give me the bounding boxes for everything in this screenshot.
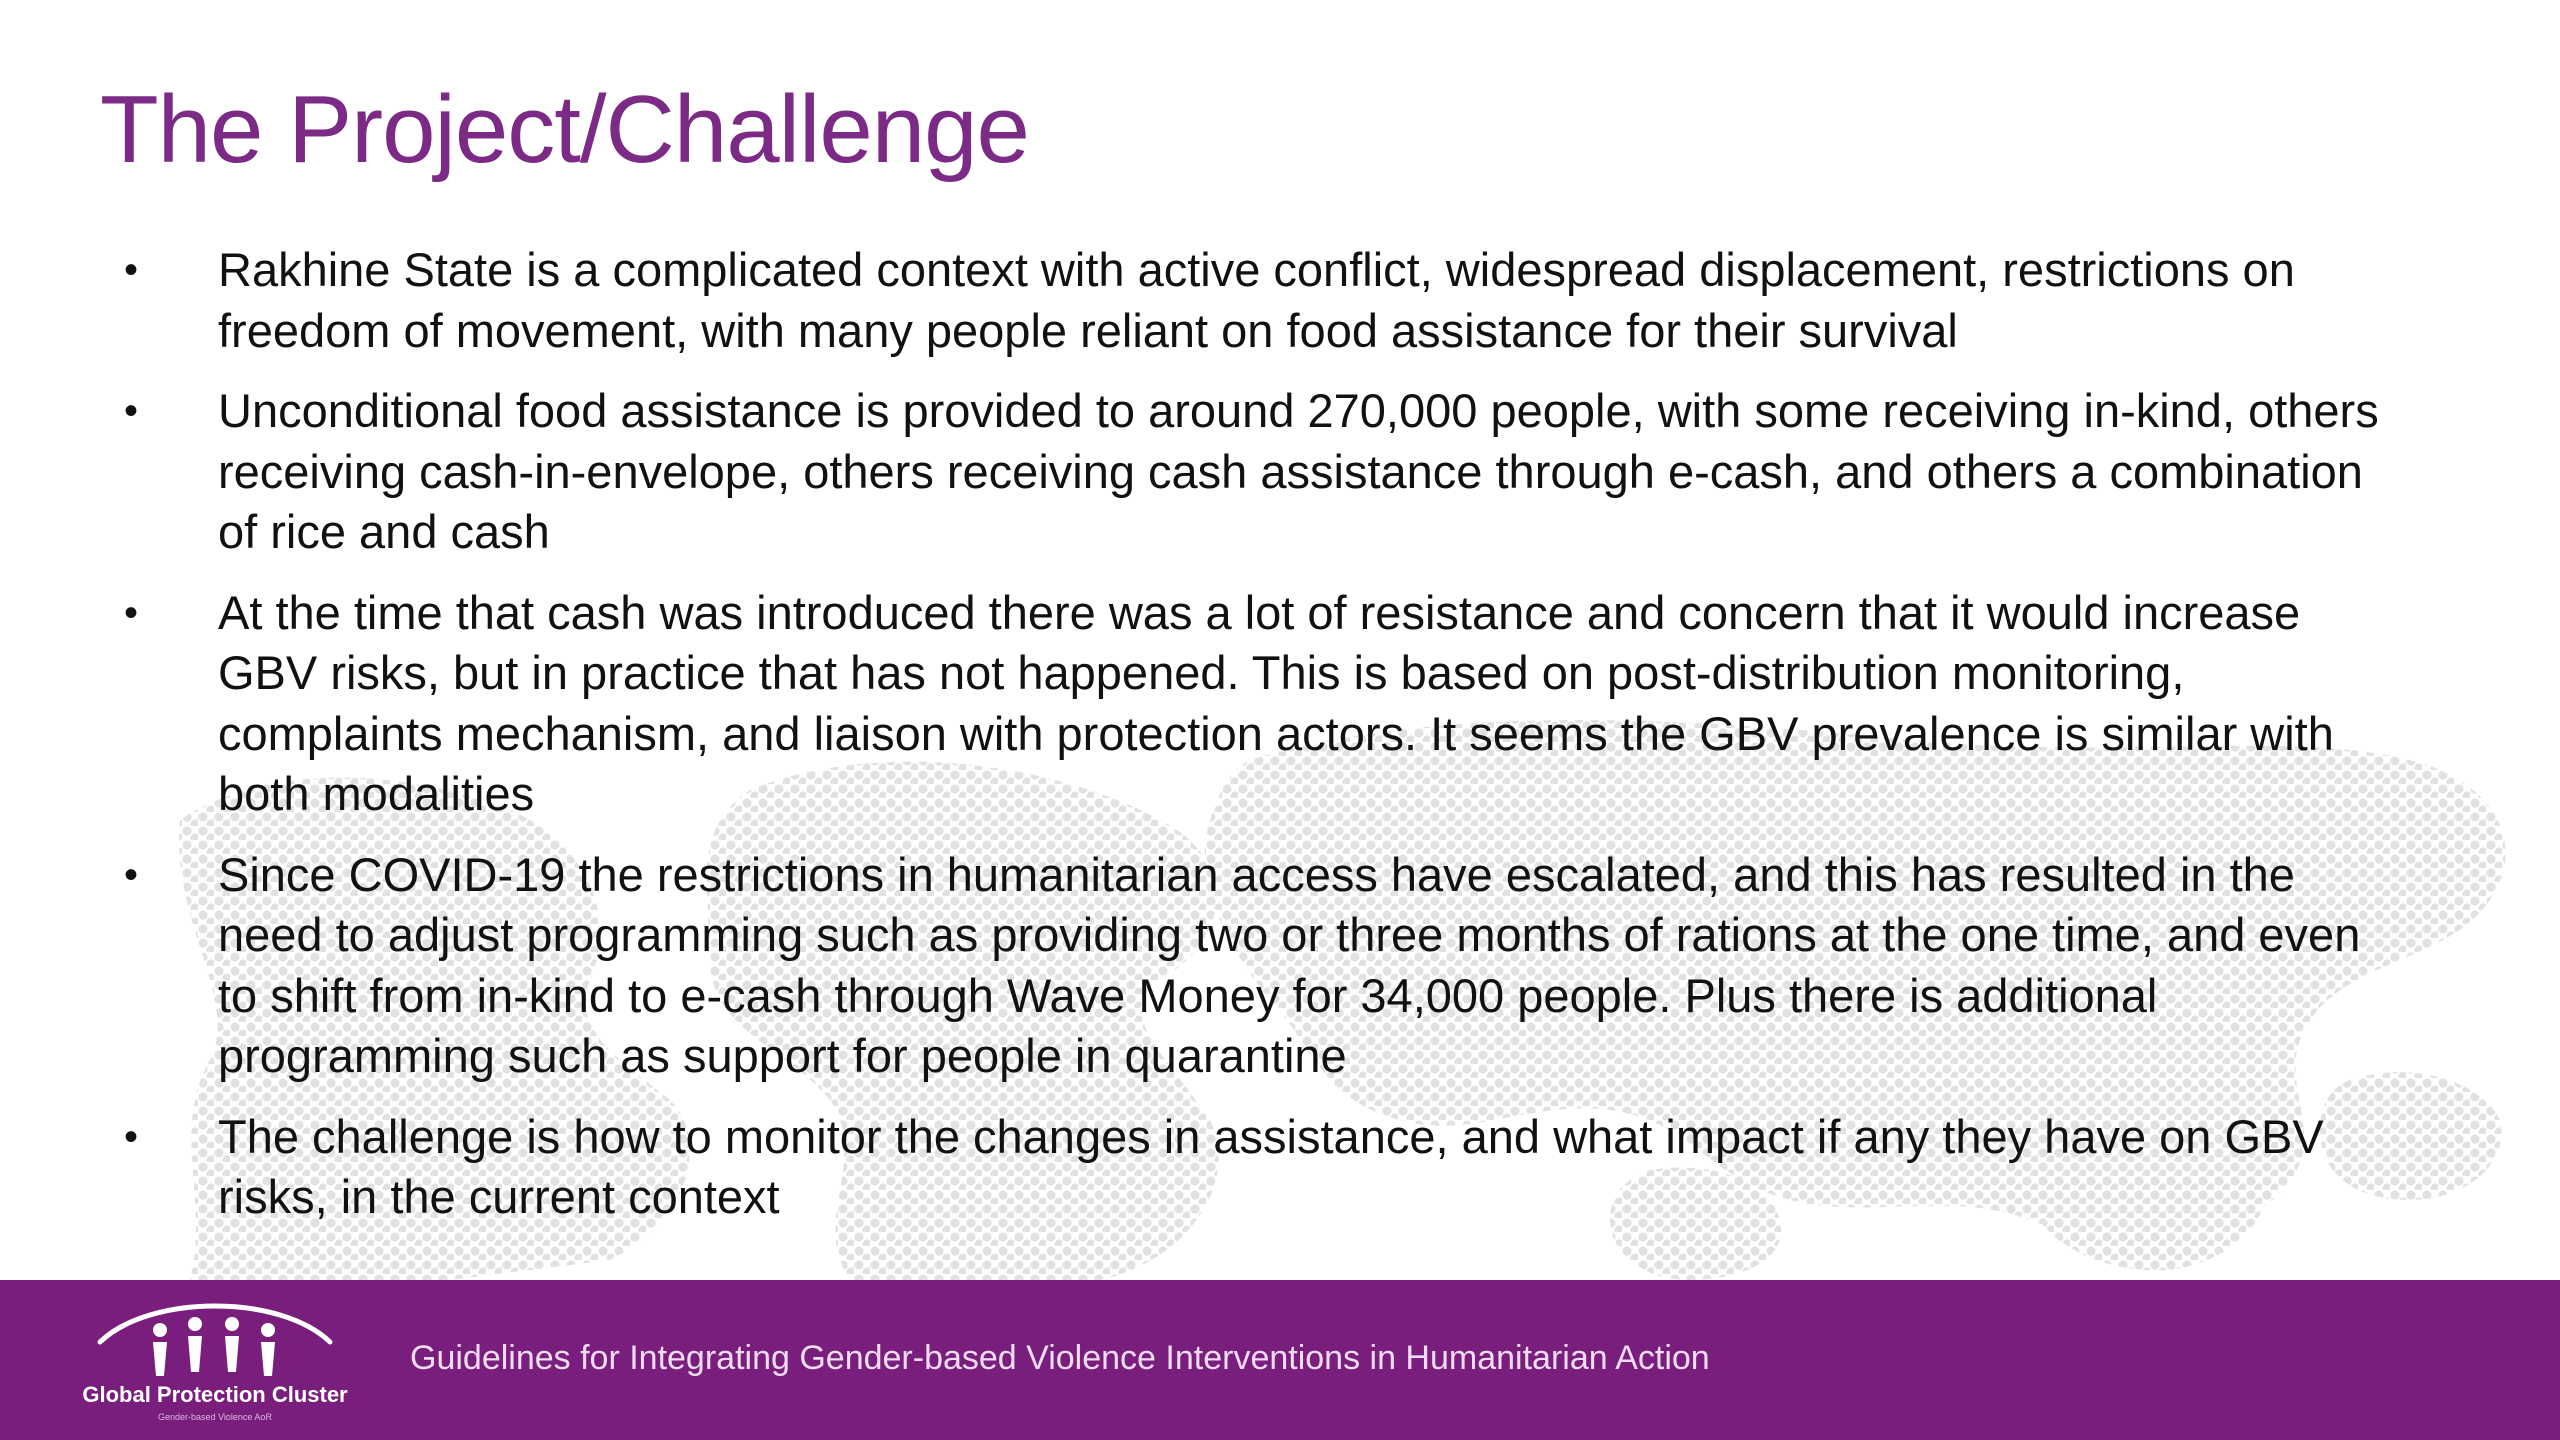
footer-bar: [0, 1280, 2560, 1440]
bullet-text: Unconditional food assistance is provided to around 270,000 people, with some receiving in-kind, others receiving cash-in-envelope, others receiving cash assistance through e-cash, and others a combination of rice and cash: [218, 384, 2379, 558]
bullet-item: [120, 240, 2410, 361]
bullet-marker: •: [124, 852, 139, 897]
bullet-item: [120, 1107, 2410, 1228]
logo-name: Global Protection Cluster: [82, 1382, 348, 1407]
bullet-marker: •: [124, 1114, 139, 1159]
bullet-marker: •: [124, 590, 139, 635]
logo-tagline: Gender-based Violence AoR: [158, 1412, 272, 1422]
bullet-marker: •: [124, 389, 139, 433]
bullet-text: Since COVID-19 the restrictions in humanitarian access have escalated, and this has resulted in the need to adjust programming such as providing two or three months of rations at the one time, and even to shift from in-kind to e-cash through Wave Money for 34,000 people. Plus there is additional programming such as support for people in quarantine: [218, 847, 2361, 1082]
bullet-list: [120, 240, 2410, 1248]
bullet-text: At the time that cash was introduced there was a lot of resistance and concern that it would increase GBV risks, but in practice that has not happened. This is based on post-distribution monitoring, complaints mechanism, and liaison with protection actors. It seems the GBV prevalence is similar with both modalities: [218, 585, 2334, 820]
people-figures-arc-icon: [80, 1300, 350, 1380]
slide-title: The Project/Challenge: [100, 76, 1029, 183]
bullet-marker: •: [124, 248, 139, 292]
bullet-item: [120, 381, 2410, 563]
bullet-text: Rakhine State is a complicated context with active conflict, widespread displacement, restrictions on freedom of movement, with many people reliant on food assistance for their survival: [218, 243, 2295, 357]
bullet-text: The challenge is how to monitor the changes in assistance, and what impact if any they have on GBV risks, in the current context: [218, 1109, 2324, 1223]
footer-caption: Guidelines for Integrating Gender-based Violence Interventions in Humanitarian Action: [410, 1339, 1710, 1377]
bullet-item: [120, 845, 2410, 1087]
bullet-item: [120, 583, 2410, 825]
global-protection-cluster-logo: [80, 1300, 350, 1430]
